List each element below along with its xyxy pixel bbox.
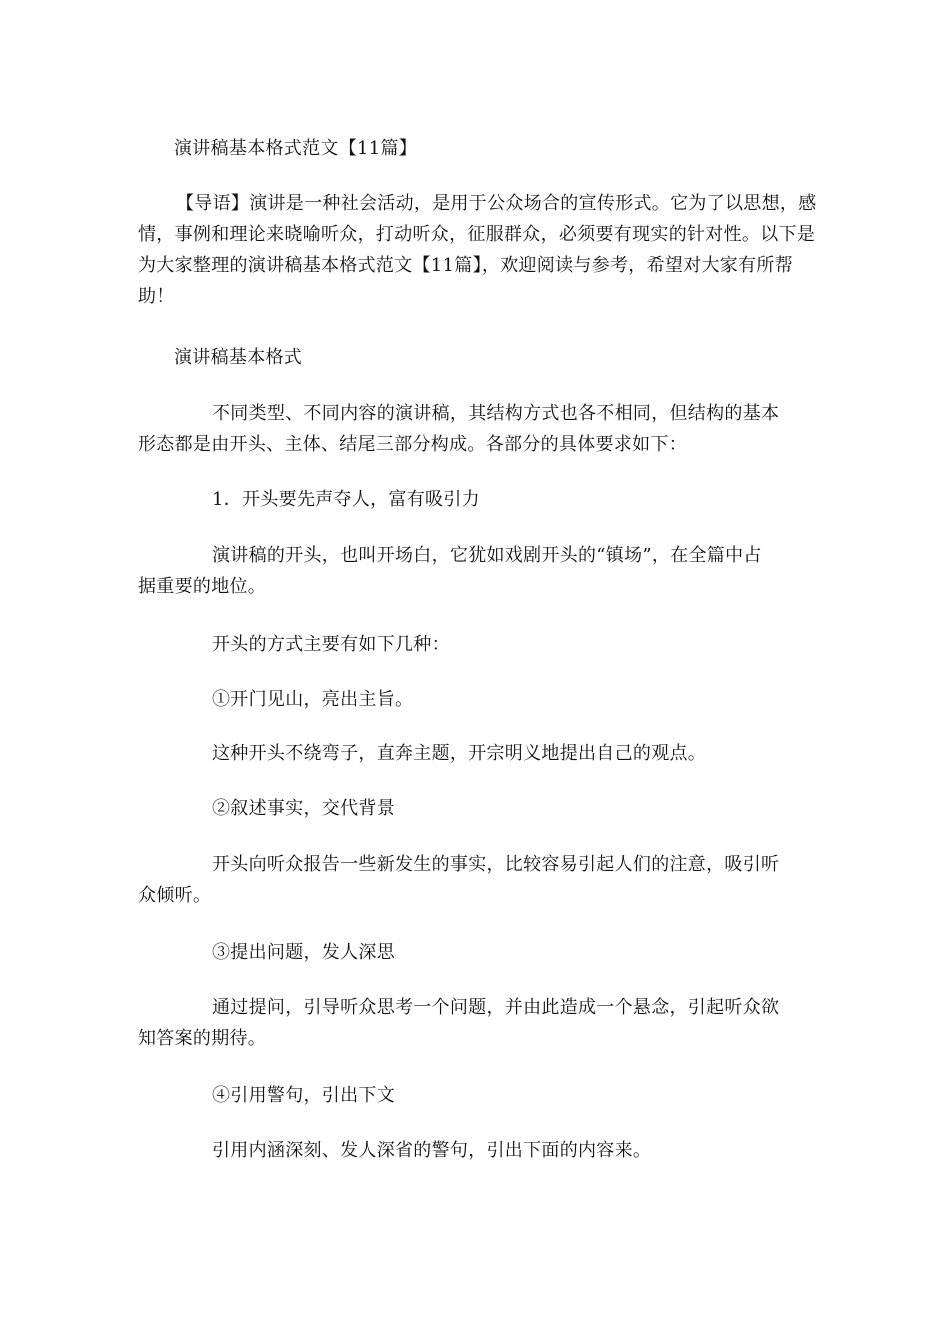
method-2-description-line1: 开头向听众报告一些新发生的事实，比较容易引起人们的注意，吸引听: [212, 854, 780, 875]
method-3-title: ③提出问题，发人深思: [212, 942, 395, 963]
structure-paragraph-line1: 不同类型、不同内容的演讲稿，其结构方式也各不相同，但结构的基本: [212, 403, 780, 424]
method-4-description: 引用内涵深刻、发人深省的警句，引出下面的内容来。: [212, 1140, 652, 1161]
method-3-description-line2: 知答案的期待。: [138, 1028, 267, 1049]
document-title: 演讲稿基本格式范文【11篇】: [174, 138, 418, 159]
methods-intro: 开头的方式主要有如下几种：: [212, 634, 450, 655]
list-item-opening: 1．开头要先声夺人，富有吸引力: [212, 489, 480, 510]
method-3-description-line1: 通过提问，引导听众思考一个问题，并由此造成一个悬念，引起听众欲: [212, 997, 780, 1018]
method-2-title: ②叙述事实，交代背景: [212, 798, 395, 819]
section-heading: 演讲稿基本格式: [174, 347, 303, 368]
method-4-title: ④引用警句，引出下文: [212, 1085, 395, 1106]
method-1-title: ①开门见山，亮出主旨。: [212, 689, 414, 710]
method-3-description: [138, 992, 812, 1054]
structure-paragraph-line2: 形态都是由开头、主体、结尾三部分构成。各部分的具体要求如下：: [138, 434, 687, 455]
method-2-description: [138, 849, 812, 911]
opening-paragraph-line1: 演讲稿的开头，也叫开场白，它犹如戏剧开头的“镇场”，在全篇中占: [212, 545, 762, 566]
structure-paragraph: [138, 398, 812, 460]
intro-paragraph: 【导语】演讲是一种社会活动，是用于公众场合的宣传形式。它为了以思想，感情，事例和理论来晓喻听众，打动听众，征服群众，必须要有现实的针对性。以下是为大家整理的演讲稿基本格式范文【11篇】，欢迎阅读与参考，希望对大家有所帮助！: [138, 193, 817, 307]
opening-paragraph-line2: 据重要的地位。: [138, 576, 267, 597]
opening-paragraph: [138, 540, 812, 602]
method-2-description-line2: 众倾听。: [138, 885, 212, 906]
method-1-description: 这种开头不绕弯子，直奔主题，开宗明义地提出自己的观点。: [212, 743, 707, 764]
